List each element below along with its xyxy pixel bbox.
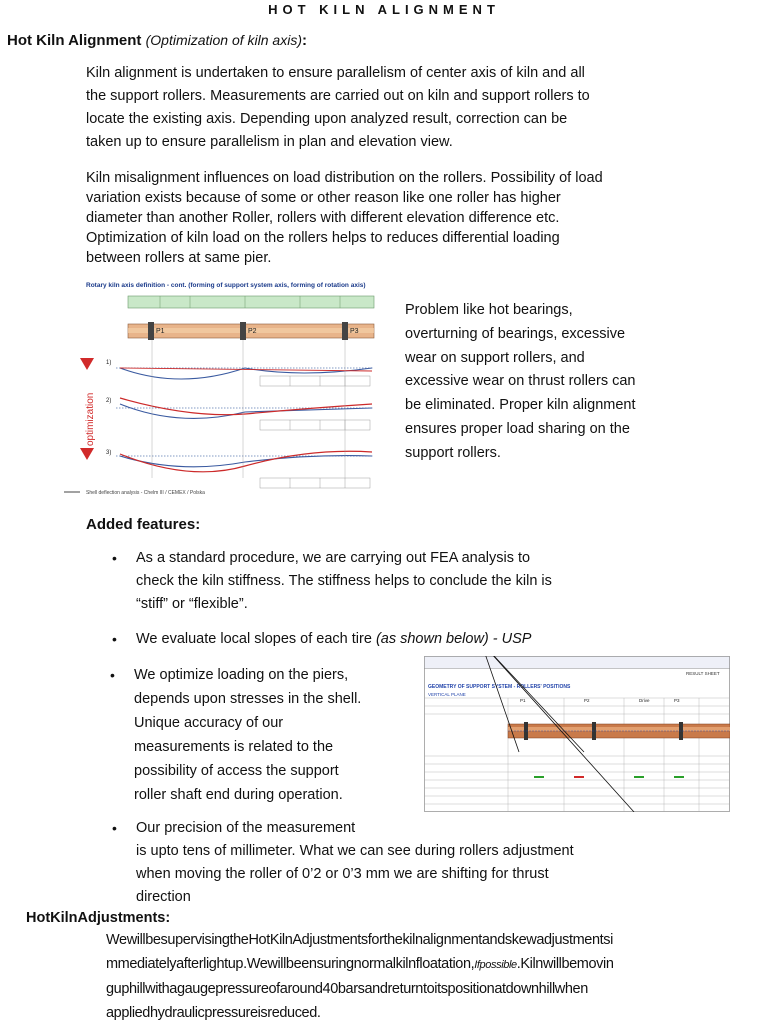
text-line: roller shaft end during operation. bbox=[134, 787, 343, 803]
text-line: We optimize loading on the piers, bbox=[134, 667, 349, 683]
optimization-label: optimization bbox=[85, 392, 96, 446]
text-line: depends upon stresses in the shell. bbox=[134, 691, 362, 707]
text-line: wear on support rollers, and bbox=[405, 349, 585, 366]
text-line: Our precision of the measurement bbox=[136, 820, 356, 836]
bullet-text: We evaluate local slopes of each tire bbox=[136, 631, 376, 647]
text-line: overturning of bearings, excessive bbox=[405, 325, 626, 342]
text-line: be eliminated. Proper kiln alignment bbox=[405, 397, 636, 414]
hot-kiln-adjustments-heading: HotKilnAdjustments: bbox=[26, 910, 171, 926]
heading-main: Hot Kiln Alignment bbox=[7, 32, 142, 49]
pier-label: P3 bbox=[350, 328, 359, 335]
bullet-italic: (as shown below) - USP bbox=[375, 631, 532, 647]
bullet-precision bbox=[112, 817, 736, 909]
text-line: ensures proper load sharing on the bbox=[405, 420, 630, 437]
text-line: Problem like hot bearings, bbox=[405, 302, 573, 318]
text-line: taken up to ensure parallelism in plan and elevation view. bbox=[86, 134, 453, 150]
result-sheet-label: RESULT SHEET bbox=[686, 671, 720, 676]
text-line: between rollers at same pier. bbox=[86, 250, 272, 266]
bullet-icon: • bbox=[112, 820, 117, 836]
pier-label: P2 bbox=[248, 328, 257, 335]
kiln-axis-diagram bbox=[60, 278, 380, 500]
text-line: WewillbesupervisingtheHotKilnAdjustmentsforthekilnalignmentandskewadjustmentsi bbox=[106, 932, 613, 948]
text-line: possibility of access the support bbox=[134, 763, 339, 779]
text-line: direction bbox=[136, 889, 191, 905]
bullet-icon: • bbox=[112, 550, 117, 566]
result-sheet-diagram bbox=[424, 656, 730, 812]
bullet-fea bbox=[112, 547, 696, 616]
bullet-icon: • bbox=[110, 667, 115, 683]
paragraph-alignment bbox=[86, 62, 726, 154]
row-label: 1) bbox=[106, 360, 112, 366]
text-line: “stiff” or “flexible”. bbox=[136, 596, 248, 612]
column-label: P3 bbox=[674, 698, 680, 703]
column-label: P1 bbox=[520, 698, 526, 703]
added-features-heading: Added features: bbox=[86, 516, 201, 533]
column-label: Drive bbox=[639, 698, 650, 703]
text-line bbox=[106, 952, 756, 977]
column-label: P2 bbox=[584, 698, 590, 703]
sheet-title: GEOMETRY OF SUPPORT SYSTEM - ROLLERS' POSITIONS bbox=[428, 684, 571, 690]
text-line: Unique accuracy of our bbox=[134, 715, 284, 731]
text-line: measurements is related to the bbox=[134, 739, 334, 755]
page-title: HOT KILN ALIGNMENT bbox=[268, 2, 500, 17]
text-line: guphillwithagaugepressureofaround40barsandreturntoitspositionatdownhillwhen bbox=[106, 981, 588, 997]
figure-side-text bbox=[405, 299, 705, 466]
pier-label: P1 bbox=[156, 328, 165, 335]
text-line: support rollers. bbox=[405, 444, 501, 461]
heading-subtitle: (Optimization of kiln axis) bbox=[145, 32, 302, 48]
text-line: variation exists because of some or other reason like one roller has higher bbox=[86, 190, 561, 206]
kiln-axis-figure bbox=[60, 278, 380, 500]
text-line: As a standard procedure, we are carrying out FEA analysis to bbox=[136, 550, 531, 566]
text-line: the support rollers. Measurements are carried out on kiln and support rollers to bbox=[86, 88, 590, 104]
row-label: 2) bbox=[106, 398, 112, 404]
text-line: when moving the roller of 0’2 or 0’3 mm we are shifting for thrust bbox=[136, 866, 549, 882]
text-segment: mmediatelyafterlightup.Wewillbeensuringnormalkilnfloatation, bbox=[106, 956, 475, 972]
row-label: 3) bbox=[106, 450, 112, 456]
text-line: check the kiln stiffness. The stiffness helps to conclude the kiln is bbox=[136, 573, 552, 589]
result-sheet-figure bbox=[424, 656, 730, 812]
text-italic: Ifpossible bbox=[474, 959, 517, 971]
text-line: Kiln misalignment influences on load distribution on the rollers. Possibility of load bbox=[86, 170, 603, 186]
text-line: appliedhydraulicpressureisreduced. bbox=[106, 1005, 321, 1021]
paragraph-misalignment bbox=[86, 168, 736, 268]
text-line: is upto tens of millimeter. What we can see during rollers adjustment bbox=[136, 843, 574, 859]
text-line: excessive wear on thrust rollers can bbox=[405, 373, 636, 390]
bullet-icon: • bbox=[112, 631, 117, 647]
support-axis-bar bbox=[128, 296, 374, 308]
text-line: locate the existing axis. Depending upon analyzed result, correction can be bbox=[86, 111, 568, 127]
figure-title: Rotary kiln axis definition - cont. (forming of support system axis, forming of rotation axis) bbox=[86, 282, 366, 289]
arrow-down-icon bbox=[80, 448, 94, 460]
tire-p1 bbox=[148, 322, 154, 340]
tire-p2 bbox=[240, 322, 246, 340]
heading-colon: : bbox=[302, 32, 307, 49]
figure-caption: Shell deflection analysis - Chelm III / CEMEX / Polska bbox=[86, 490, 205, 496]
text-line: diameter than another Roller, rollers with different elevation difference etc. bbox=[86, 210, 560, 226]
text-line: Kiln alignment is undertaken to ensure parallelism of center axis of kiln and all bbox=[86, 65, 585, 81]
section-heading bbox=[7, 32, 307, 49]
tire-p3 bbox=[342, 322, 348, 340]
text-line: Optimization of kiln load on the rollers helps to reduces differential loading bbox=[86, 230, 560, 246]
text-segment: .Kilnwillbemovin bbox=[516, 956, 614, 972]
bullet-optimize bbox=[110, 663, 414, 807]
hot-kiln-adjustments-paragraph bbox=[106, 928, 756, 1025]
arrow-down-icon bbox=[80, 358, 94, 370]
sheet-subtitle: VERTICAL PLANE bbox=[428, 692, 466, 697]
bullet-slopes bbox=[112, 628, 696, 651]
